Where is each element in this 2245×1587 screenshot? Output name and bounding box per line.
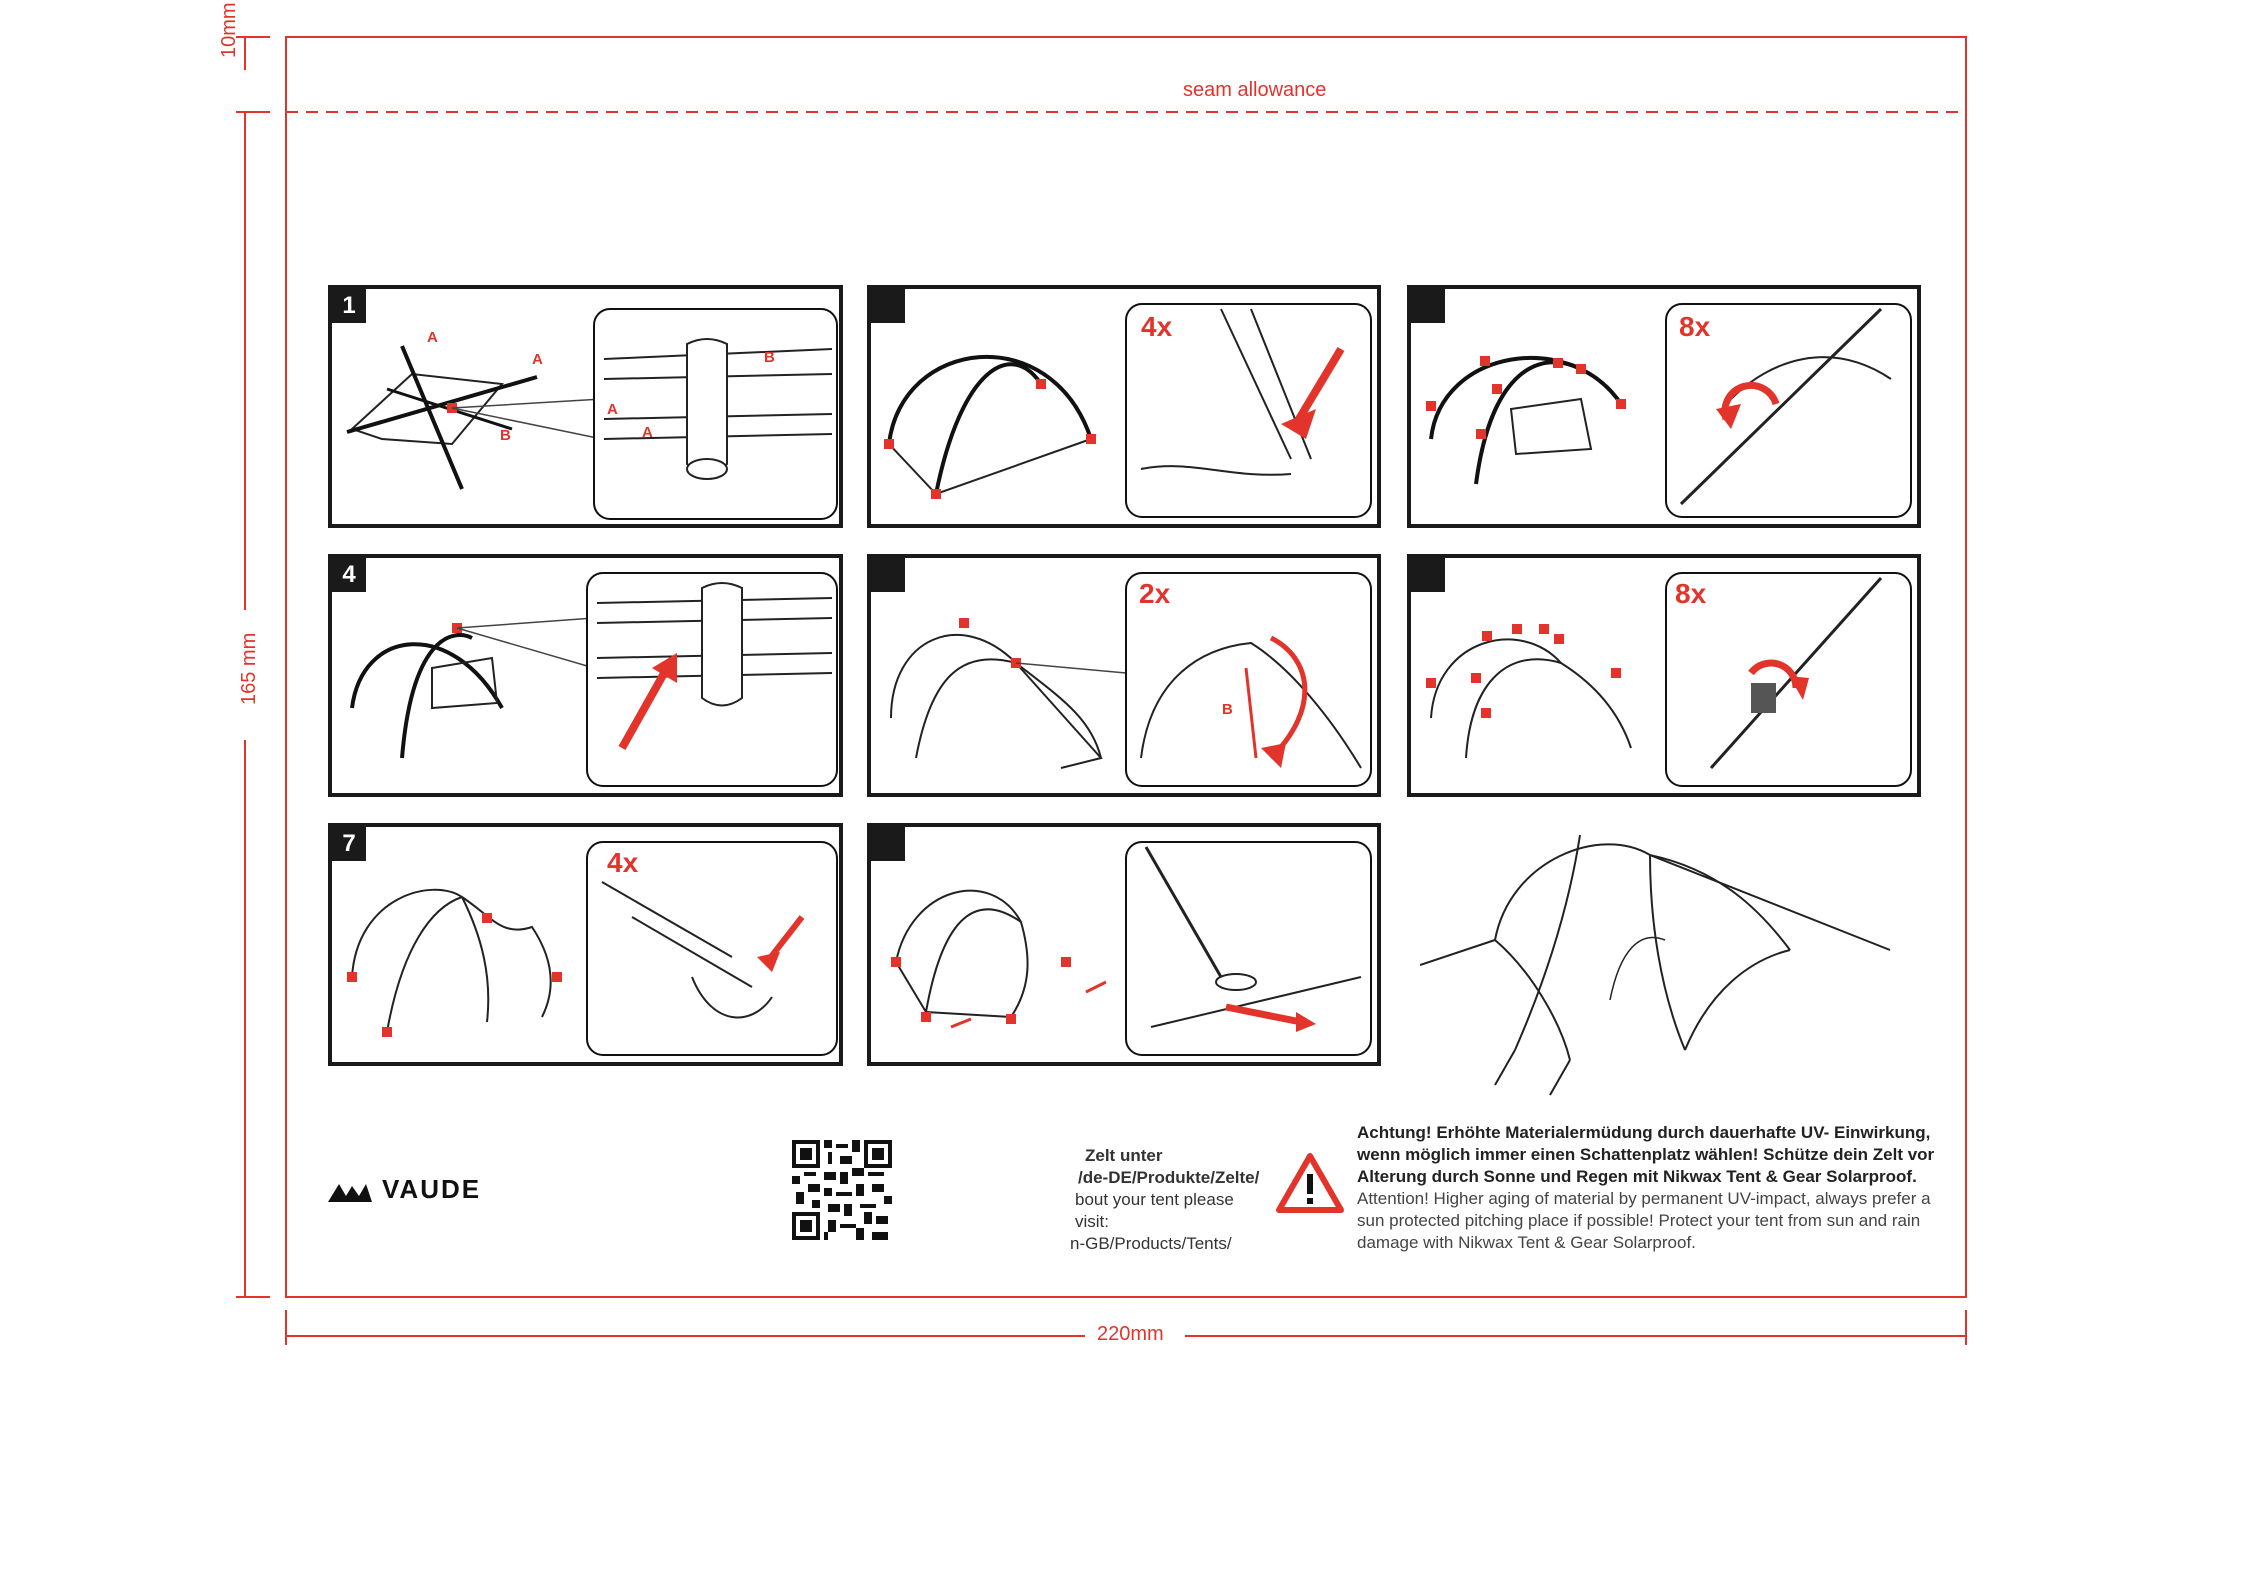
seam-allowance-label: seam allowance: [1183, 79, 1327, 101]
dimension-width: 220mm: [1097, 1323, 1164, 1345]
repeat-count: 2x: [1139, 578, 1171, 609]
label-a: A: [607, 401, 618, 418]
step-panel-7: [328, 823, 843, 1066]
warning-de-line-1: Achtung! Erhöhte Materialermüdung durch dauerhafte UV- Einwirkung,: [1357, 1123, 1931, 1142]
repeat-count: 8x: [1679, 311, 1711, 342]
warning-icon: [1275, 1152, 1345, 1214]
warning-text: [1357, 1122, 1937, 1254]
info-line-1: Zelt unter: [1085, 1146, 1163, 1165]
pitched-tent-illustration: [1420, 820, 1900, 1100]
flysheet-illustration: [871, 558, 1385, 801]
step-panel-5: [867, 554, 1381, 797]
qr-code: [792, 1140, 892, 1240]
dome-clips-illustration: [1411, 289, 1925, 532]
warning-en-line-1: Attention! Higher aging of material by permanent UV-impact, always prefer a: [1357, 1189, 1931, 1208]
info-line-4: n-GB/Products/Tents/: [1070, 1234, 1232, 1253]
step-panel-4: [328, 554, 843, 797]
info-line-3: bout your tent please visit:: [1075, 1190, 1234, 1231]
flysheet-clips-illustration: [1411, 558, 1925, 801]
step-panel-6: [1407, 554, 1921, 797]
repeat-count: 8x: [1675, 578, 1707, 609]
brand-mountain-icon: [328, 1176, 372, 1202]
warning-de-line-2: wenn möglich immer einen Schattenplatz wählen! Schütze dein Zelt vor: [1357, 1145, 1935, 1164]
warning-de-line-3: Alterung durch Sonne und Regen mit Nikwax Tent & Gear Solarproof.: [1357, 1167, 1917, 1186]
repeat-count: 4x: [1141, 311, 1173, 342]
label-a: A: [642, 424, 653, 441]
step-panel-8: [867, 823, 1381, 1066]
label-b: B: [764, 349, 775, 366]
dimension-top-margin: 10mm: [218, 2, 240, 58]
dome-pole-illustration: [871, 289, 1385, 532]
label-b: B: [500, 427, 511, 444]
label-a: A: [427, 329, 438, 346]
brand-logo: [328, 1174, 481, 1204]
step-panel-3: [1407, 285, 1921, 528]
brand-name: VAUDE: [382, 1173, 482, 1204]
repeat-count: 4x: [607, 847, 639, 878]
tent-pole-cross-illustration: [332, 289, 847, 532]
label-a: A: [532, 351, 543, 368]
info-text: [1070, 1145, 1270, 1255]
info-line-2: /de-DE/Produkte/Zelte/: [1078, 1168, 1260, 1187]
dimension-height: 165 mm: [238, 632, 260, 705]
step-number: 7: [332, 827, 366, 861]
step-panel-2: [867, 285, 1381, 528]
step-panel-1: [328, 285, 843, 528]
guyline-illustration: [332, 827, 847, 1070]
pegging-illustration: [871, 827, 1385, 1070]
warning-en-line-2: sun protected pitching place if possible! Protect your tent from sun and rain: [1357, 1211, 1921, 1230]
label-b: B: [1222, 701, 1233, 718]
step-number: 4: [332, 558, 366, 592]
warning-en-line-3: damage with Nikwax Tent & Gear Solarproof.: [1357, 1233, 1696, 1252]
step-number: 1: [332, 289, 366, 323]
pole-clip-illustration: [332, 558, 847, 801]
